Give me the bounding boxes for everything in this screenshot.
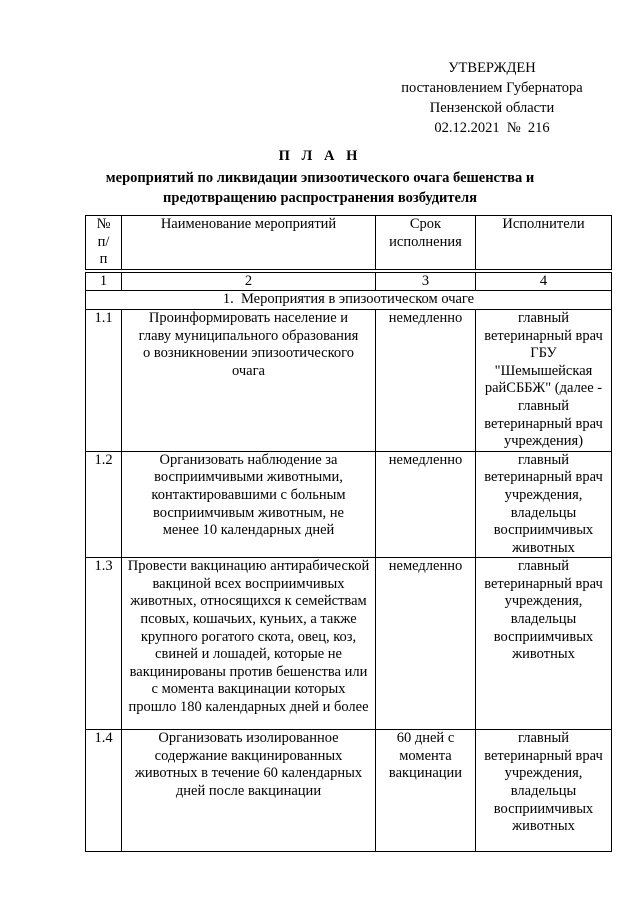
measures-table bbox=[85, 215, 612, 852]
section-row bbox=[86, 291, 612, 310]
row-num: 1.4 bbox=[86, 730, 122, 852]
row-exec: главный ветеринарный врач учреждения, владельцы восприимчивых животных bbox=[476, 451, 612, 558]
row-name: Проинформировать население и главу муниципального образования о возникновении эпизоотического очага bbox=[122, 309, 376, 451]
col-number: 4 bbox=[476, 272, 612, 291]
row-name: Организовать изолированное содержание вакцинированных животных в течение 60 календарных дней после вакцинации bbox=[122, 730, 376, 852]
approval-by: постановлением Губернатора bbox=[401, 80, 583, 96]
table-row bbox=[86, 558, 612, 730]
row-num: 1.1 bbox=[86, 309, 122, 451]
approval-region: Пензенской области bbox=[429, 100, 555, 116]
row-exec: главный ветеринарный врач учреждения, владельцы восприимчивых животных bbox=[476, 558, 612, 730]
row-term: 60 дней с момента вакцинации bbox=[376, 730, 476, 852]
plan-subtitle-line2: предотвращению распространения возбудителя bbox=[163, 190, 477, 206]
row-exec: главный ветеринарный врач ГБУ "Шемышейская райСББЖ" (далее - главный ветеринарный врач учреждения) bbox=[476, 309, 612, 451]
table-row bbox=[86, 451, 612, 558]
row-name: Провести вакцинацию антирабической вакциной всех восприимчивых животных, относящихся к семействам псовых, кошачьих, куньих, а также крупного рогатого скота, овец, коз, свиней и лошадей, которые не вакцинированы против бешенства или с момента вакцинации которых прошло 180 календарных дней и более bbox=[122, 558, 376, 730]
row-term: немедленно bbox=[376, 558, 476, 730]
col-number: 3 bbox=[376, 272, 476, 291]
measures-table-wrap bbox=[85, 215, 612, 852]
header-num: № п/п bbox=[86, 216, 122, 270]
col-number: 1 bbox=[86, 272, 122, 291]
col-number: 2 bbox=[122, 272, 376, 291]
row-term: немедленно bbox=[376, 451, 476, 558]
row-exec: главный ветеринарный врач учреждения, владельцы восприимчивых животных bbox=[476, 730, 612, 852]
approval-block bbox=[392, 58, 592, 138]
section-title: 1. Мероприятия в эпизоотическом очаге bbox=[86, 291, 612, 310]
row-term: немедленно bbox=[376, 309, 476, 451]
table-row bbox=[86, 730, 612, 852]
header-row bbox=[86, 216, 612, 270]
header-term: Срок исполнения bbox=[376, 216, 476, 270]
table-row bbox=[86, 309, 612, 451]
approval-title: УТВЕРЖДЕН bbox=[448, 60, 536, 76]
header-name: Наименование мероприятий bbox=[122, 216, 376, 270]
column-numbers-row bbox=[86, 272, 612, 291]
plan-heading: П Л А Н bbox=[278, 148, 362, 164]
document-title bbox=[0, 146, 640, 208]
header-exec: Исполнители bbox=[476, 216, 612, 270]
plan-subtitle-line1: мероприятий по ликвидации эпизоотического очага бешенства и bbox=[105, 170, 535, 186]
row-num: 1.3 bbox=[86, 558, 122, 730]
approval-date-number: 02.12.2021 № 216 bbox=[434, 120, 550, 136]
row-num: 1.2 bbox=[86, 451, 122, 558]
row-name: Организовать наблюдение за восприимчивыми животными, контактировавшими с больным восприимчивым животным, не менее 10 календарных дней bbox=[122, 451, 376, 558]
